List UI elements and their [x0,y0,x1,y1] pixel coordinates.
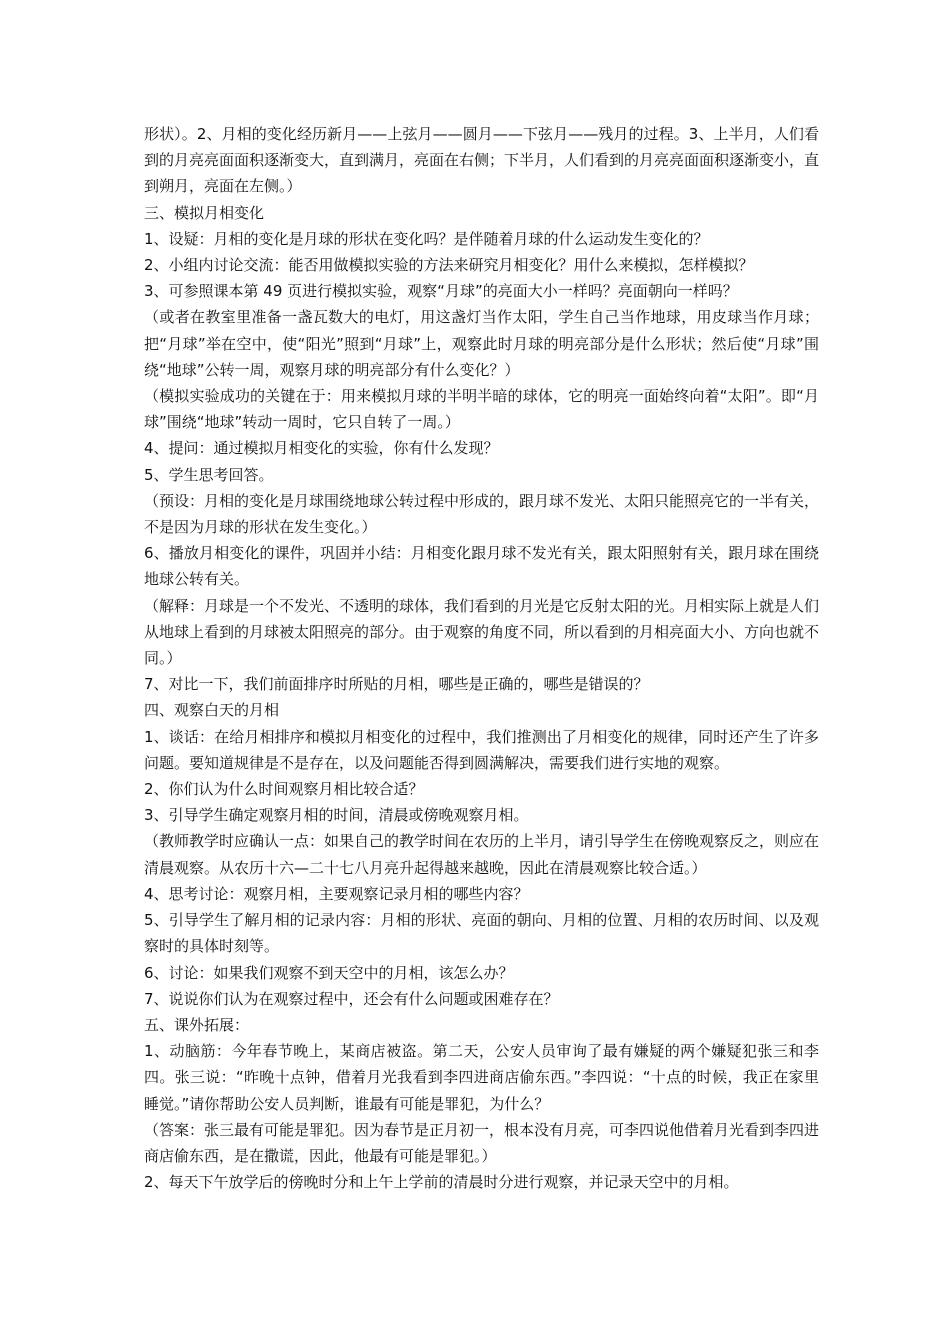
paragraph: 1、设疑：月相的变化是月球的形状在变化吗？是伴随着月球的什么运动发生变化的？ [144,229,709,248]
paragraph-note: （或者在教室里准备一盏瓦数大的电灯，用这盏灯当作太阳，学生自己当作地球，用皮球当作月球；把“月球”举在空中，使“阳光”照到“月球”上，观察此时月球的明亮部分是什么形状；然后使“月球”围绕“地球”公转一周，观察月球的明亮部分有什么变化？） [144,308,819,379]
paragraph: 3、可参照课本第 49 页进行模拟实验，观察“月球”的亮面大小一样吗？亮面朝向一样吗？ [144,282,738,301]
paragraph: 7、对比一下，我们前面排序时所贴的月相，哪些是正确的，哪些是错误的？ [144,675,649,694]
paragraph: 2、每天下午放学后的傍晚时分和上午上学前的清晨时分进行观察，并记录天空中的月相。 [144,1173,739,1192]
section-heading-3: 三、模拟月相变化 [144,203,265,222]
section-heading-5: 五、课外拓展： [144,1015,250,1034]
paragraph: 3、引导学生确定观察月相的时间，清晨或傍晚观察月相。 [144,806,529,825]
paragraph-note: （教师教学时应确认一点：如果自己的教学时间在农历的上半月，请引导学生在傍晚观察反之，则应在清晨观察。从农历十六—二十七八月亮升起得越来越晚，因此在清晨观察比较合适。） [144,832,820,877]
paragraph-note: （解释：月球是一个不发光、不透明的球体，我们看到的月光是它反射太阳的光。月相实际上就是人们从地球上看到的月球被太阳照亮的部分。由于观察的角度不同，所以看到的月相亮面大小、方向也就不同。） [144,596,820,668]
paragraph: 6、讨论：如果我们观察不到天空中的月相，该怎么办？ [144,963,514,982]
paragraph: 1、谈话：在给月相排序和模拟月相变化的过程中，我们推测出了月相变化的规律，同时还产生了许多问题。要知道规律是不是存在，以及问题能否得到圆满解决，需要我们进行实地的观察。 [144,727,819,772]
section-heading-4: 四、观察白天的月相 [144,701,280,720]
paragraph: 4、提问：通过模拟月相变化的实验，你有什么发现？ [144,439,499,458]
paragraph: 2、你们认为什么时间观察月相比较合适？ [144,780,424,799]
paragraph-note: （答案：张三最有可能是罪犯。因为春节是正月初一，根本没有月亮，可李四说他借着月光看到李四进商店偷东西，是在撒谎，因此，他最有可能是罪犯。） [144,1120,820,1165]
document-body [144,121,819,1195]
paragraph-note: （模拟实验成功的关键在于：用来模拟月球的半明半暗的球体，它的明亮一面始终向着“太阳”。即“月球”围绕“地球”转动一周时，它只自转了一周。） [144,387,819,432]
paragraph-moon-phase-summary: 形状）。2、月相的变化经历新月——上弦月——圆月——下弦月——残月的过程。3、上半月，人们看到的月亮亮面面积逐渐变大，直到满月，亮面在右侧；下半月，人们看到的月亮亮面面积逐渐变小，直到朔月，亮面在左侧。） [144,125,820,196]
paragraph: 4、思考讨论：观察月相，主要观察记录月相的哪些内容？ [144,884,529,903]
paragraph: 2、小组内讨论交流：能否用做模拟实验的方法来研究月相变化？用什么来模拟，怎样模拟？ [144,256,754,275]
paragraph: 5、学生思考回答。 [144,465,274,484]
paragraph: 5、引导学生了解月相的记录内容：月相的形状、亮面的朝向、月相的位置、月相的农历时间、以及观察时的具体时刻等。 [144,911,819,956]
paragraph: 7、说说你们认为在观察过程中，还会有什么问题或困难存在？ [144,989,559,1008]
paragraph: 1、动脑筋：今年春节晚上，某商店被盗。第二天，公安人员审询了最有嫌疑的两个嫌疑犯张三和李四。张三说：“昨晚十点钟，借着月光我看到李四进商店偷东西。”李四说：“十点的时候，我正在家里睡觉。”请你帮助公安人员判断，谁最有可能是罪犯，为什么？ [144,1042,819,1113]
paragraph: 6、播放月相变化的课件，巩固并小结：月相变化跟月球不发光有关，跟太阳照射有关，跟月球在围绕地球公转有关。 [144,544,819,589]
paragraph-note: （预设：月相的变化是月球围绕地球公转过程中形成的，跟月球不发光、太阳只能照亮它的一半有关，不是因为月球的形状在发生变化。） [144,491,820,537]
